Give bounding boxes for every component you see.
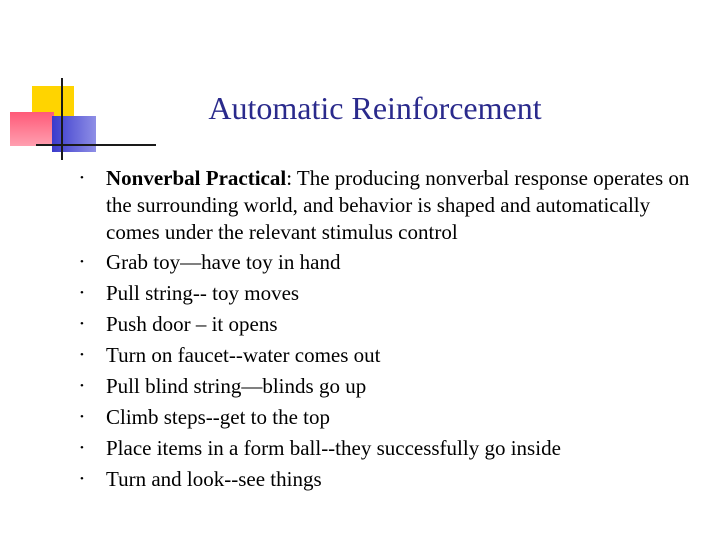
list-item: [80, 402, 700, 433]
list-item: [80, 371, 700, 402]
item-text: Grab toy—have toy in hand: [106, 250, 341, 274]
item-text: Turn on faucet--water comes out: [106, 343, 381, 367]
list-item: [80, 340, 700, 371]
bullet-icon: •: [80, 442, 84, 454]
slide-logo-decoration: [0, 0, 110, 170]
logo-blue-square: [52, 116, 96, 152]
item-text: Turn and look--see things: [106, 467, 322, 491]
item-text: Push door – it opens: [106, 312, 278, 336]
list-item: [80, 165, 700, 246]
logo-red-square: [10, 112, 54, 146]
item-text: Place items in a form ball--they successfully go inside: [106, 436, 561, 460]
logo-horizontal-line: [36, 144, 156, 146]
item-text: Pull blind string—blinds go up: [106, 374, 367, 398]
bullet-icon: •: [80, 172, 84, 184]
bullet-icon: •: [80, 473, 84, 485]
list-item: [80, 433, 700, 464]
item-text: : The producing nonverbal response operates on the surrounding world, and behavior is shaped and automatically comes under the relevant stimulus control: [106, 166, 690, 244]
list-item: [80, 278, 700, 309]
bullet-icon: •: [80, 380, 84, 392]
logo-vertical-line: [61, 78, 63, 160]
list-item: [80, 309, 700, 340]
item-text: Pull string-- toy moves: [106, 281, 300, 305]
list-item: [80, 247, 700, 278]
bullet-icon: •: [80, 256, 84, 268]
bullet-list: [80, 165, 700, 495]
item-text: Climb steps--get to the top: [106, 405, 330, 429]
bullet-icon: •: [80, 411, 84, 423]
bullet-icon: •: [80, 287, 84, 299]
slide-title: Automatic Reinforcement: [208, 90, 542, 126]
list-item: [80, 464, 700, 495]
item-term: Nonverbal Practical: [106, 166, 287, 190]
bullet-icon: •: [80, 318, 84, 330]
bullet-icon: •: [80, 349, 84, 361]
